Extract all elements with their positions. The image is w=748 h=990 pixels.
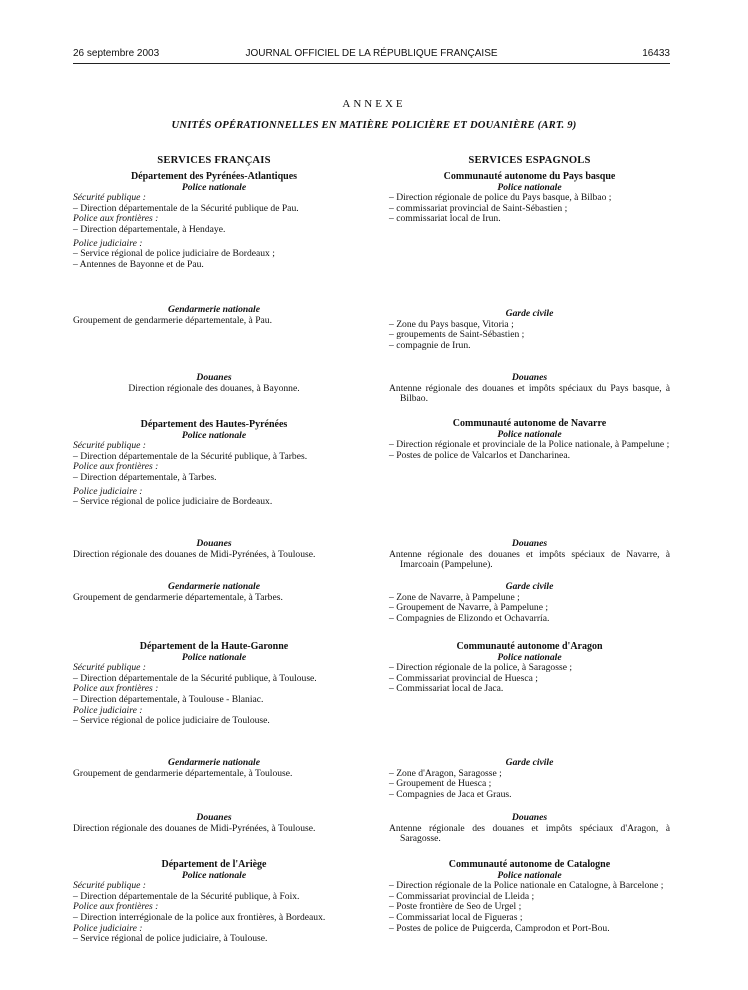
list-item: – commissariat provincial de Saint-Sébastien ; <box>389 202 568 214</box>
dept-heading: Département des Hautes-Pyrénées <box>140 419 288 430</box>
sub-heading: Police aux frontières : <box>73 901 159 913</box>
header-date: 26 septembre 2003 <box>73 48 160 59</box>
services-francais-title: SERVICES FRANÇAIS <box>157 155 271 166</box>
list-item: – Service régional de police judiciaire, à Toulouse. <box>73 933 268 945</box>
sub-heading: Police judiciaire : <box>73 922 143 934</box>
list-item: – Compagnies de Jaca et Graus. <box>389 788 512 800</box>
list-item: – Direction départementale de la Sécurité publique, à Toulouse. <box>73 672 317 684</box>
section-haute-garonne <box>73 642 355 727</box>
gendarmerie-block <box>73 758 355 779</box>
douanes-heading: Douanes <box>511 372 548 383</box>
header-rule <box>73 63 670 64</box>
list-item: – Service régional de police judiciaire de Bordeaux. <box>73 496 273 508</box>
gendarmerie-text: Groupement de gendarmerie départementale, à Pau. <box>73 314 272 326</box>
sub-heading: Police judiciaire : <box>73 485 143 497</box>
list-item: – Direction régionale de la police, à Saragosse ; <box>389 662 573 674</box>
douanes-block <box>73 539 355 560</box>
garde-civile-block <box>389 309 670 351</box>
list-item: – groupements de Saint-Sébastien ; <box>389 329 525 341</box>
garde-heading: Garde civile <box>505 757 554 768</box>
list-item: – Groupement de Navarre, à Pampelune ; <box>389 602 549 614</box>
douanes-heading: Douanes <box>196 812 232 823</box>
list-item: – Direction départementale, à Tarbes. <box>73 471 217 483</box>
list-item: – Commissariat local de Jaca. <box>389 683 504 695</box>
list-item: – Groupement de Huesca ; <box>389 778 492 790</box>
list-item: – Direction départementale, à Hendaye. <box>73 223 226 235</box>
police-heading: Police nationale <box>181 429 247 441</box>
list-item: – Commissariat provincial de Huesca ; <box>389 672 538 684</box>
dept-heading: Communauté autonome d'Aragon <box>456 641 603 652</box>
garde-heading: Garde civile <box>505 581 554 592</box>
list-item: – Direction départementale, à Toulouse - Blaniac. <box>73 693 264 705</box>
list-item: – commissariat local de Irun. <box>389 213 501 225</box>
list-item: – compagnie de Irun. <box>389 339 471 351</box>
garde-heading: Garde civile <box>505 308 554 319</box>
list-item: – Zone de Navarre, à Pampelune ; <box>389 591 520 603</box>
list-item: – Commissariat provincial de Lleida ; <box>389 890 535 902</box>
list-item: – Zone du Pays basque, Vitoria ; <box>389 318 514 330</box>
annexe-subtitle: UNITÉS OPÉRATIONNELLES EN MATIÈRE POLICIÈRE ET DOUANIÈRE (ART. 9) <box>171 120 577 131</box>
page-header <box>73 48 670 62</box>
list-item: – Direction régionale et provinciale de la Police nationale, à Pampelune ; <box>389 439 670 451</box>
douanes-text: Direction régionale des douanes, à Bayonne. <box>128 382 300 394</box>
gendarmerie-heading: Gendarmerie nationale <box>168 304 260 315</box>
section-pyrenees-atlantiques <box>73 172 355 270</box>
douanes-heading: Douanes <box>511 538 548 549</box>
gendarmerie-heading: Gendarmerie nationale <box>168 581 260 592</box>
dept-heading: Communauté autonome de Navarre <box>452 418 607 429</box>
douanes-block <box>73 373 355 394</box>
douanes-block <box>389 539 670 571</box>
douanes-heading: Douanes <box>511 812 548 823</box>
gendarmerie-block <box>73 305 355 326</box>
dept-heading: Département des Pyrénées-Atlantiques <box>130 171 298 182</box>
gendarmerie-text: Groupement de gendarmerie départementale, à Toulouse. <box>73 767 293 779</box>
douanes-text: Antenne régionale des douanes et impôts spéciaux d'Aragon, à Saragosse. <box>389 822 670 845</box>
police-heading: Police nationale <box>497 428 562 440</box>
list-item: – Direction régionale de police du Pays basque, à Bilbao ; <box>389 192 612 204</box>
list-item: – Direction régionale de la Police nationale en Catalogne, à Barcelone ; <box>389 880 664 892</box>
gendarmerie-block <box>73 582 355 603</box>
section-hautes-pyrenees <box>73 420 355 508</box>
list-item: – Direction départementale de la Sécurité publique, à Tarbes. <box>73 450 308 462</box>
section-catalogne <box>389 860 670 934</box>
douanes-heading: Douanes <box>196 538 232 549</box>
list-item: – Service régional de police judiciaire de Toulouse. <box>73 715 270 727</box>
garde-civile-block <box>389 582 670 624</box>
section-pays-basque <box>389 172 670 225</box>
list-item: – Postes de police de Puigcerda, Camprodon et Port-Bou. <box>389 922 610 934</box>
sub-heading: Sécurité publique : <box>73 880 146 892</box>
sub-heading: Police judiciaire : <box>73 704 143 716</box>
gendarmerie-heading: Gendarmerie nationale <box>168 757 260 768</box>
dept-heading: Département de la Haute-Garonne <box>139 641 289 652</box>
list-item: – Antennes de Bayonne et de Pau. <box>73 258 204 270</box>
douanes-text: Direction régionale des douanes de Midi-Pyrénées, à Toulouse. <box>73 822 316 834</box>
douanes-text: Antenne régionale des douanes et impôts spéciaux du Pays basque, à Bilbao. <box>389 382 670 405</box>
list-item: – Service régional de police judiciaire de Bordeaux ; <box>73 248 275 260</box>
header-journal-title: JOURNAL OFFICIEL DE LA RÉPUBLIQUE FRANÇAISE <box>245 48 498 59</box>
list-item: – Compagnies de Elizondo et Ochavarría. <box>389 612 550 624</box>
police-heading: Police nationale <box>497 651 562 663</box>
section-navarre <box>389 419 670 461</box>
douanes-heading: Douanes <box>196 372 232 383</box>
dept-heading: Communauté autonome du Pays basque <box>443 171 616 182</box>
sub-heading: Sécurité publique : <box>73 192 146 204</box>
sub-heading: Sécurité publique : <box>73 662 146 674</box>
list-item: – Direction départementale de la Sécurité publique, à Foix. <box>73 890 300 902</box>
douanes-text: Direction régionale des douanes de Midi-Pyrénées, à Toulouse. <box>73 548 316 560</box>
police-heading: Police nationale <box>181 181 247 193</box>
douanes-block <box>73 813 355 834</box>
annexe-title: ANNEXE <box>342 98 406 110</box>
police-heading: Police nationale <box>181 869 247 881</box>
police-heading: Police nationale <box>497 869 562 881</box>
garde-civile-block <box>389 758 670 800</box>
douanes-text: Antenne régionale des douanes et impôts spéciaux de Navarre, à Imarcoain (Pampelune). <box>389 548 670 571</box>
list-item: – Direction départementale de la Sécurité publique de Pau. <box>73 202 299 214</box>
douanes-block <box>389 373 670 405</box>
dept-heading: Département de l'Ariège <box>161 859 267 870</box>
douanes-block <box>389 813 670 845</box>
gendarmerie-text: Groupement de gendarmerie départementale, à Tarbes. <box>73 591 283 603</box>
list-item: – Zone d'Aragon, Saragosse ; <box>389 767 502 779</box>
list-item: – Commissariat local de Figueras ; <box>389 911 523 923</box>
dept-heading: Communauté autonome de Catalogne <box>448 859 611 870</box>
section-ariege <box>73 860 355 945</box>
sub-heading: Police judiciaire : <box>73 237 143 249</box>
police-heading: Police nationale <box>497 181 562 193</box>
sub-heading: Sécurité publique : <box>73 440 146 452</box>
list-item: – Direction interrégionale de la police aux frontières, à Bordeaux. <box>73 911 326 923</box>
services-espagnols-title: SERVICES ESPAGNOLS <box>468 155 591 166</box>
police-heading: Police nationale <box>181 651 247 663</box>
section-aragon <box>389 642 670 695</box>
sub-heading: Police aux frontières : <box>73 213 159 225</box>
sub-heading: Police aux frontières : <box>73 683 159 695</box>
header-page-number: 16433 <box>642 48 670 59</box>
list-item: – Postes de police de Valcarlos et Dancharinea. <box>389 449 570 461</box>
sub-heading: Police aux frontières : <box>73 461 159 473</box>
list-item: – Poste frontière de Seo de Urgel ; <box>389 901 522 913</box>
